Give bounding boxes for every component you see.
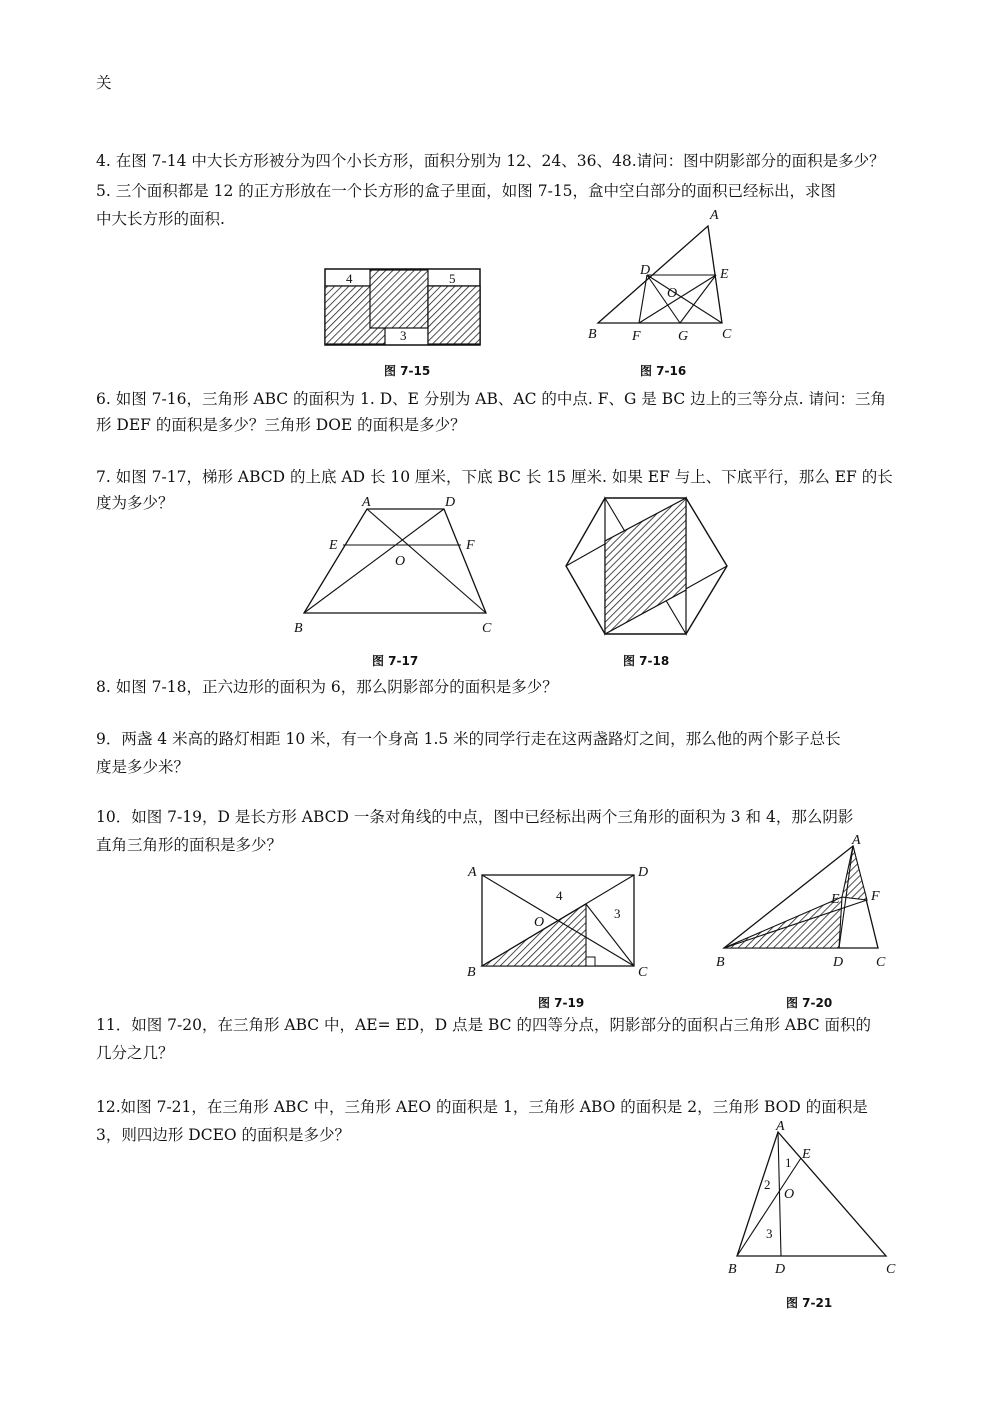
problem-4: 4. 在图 7-14 中大长方形被分为四个小长方形，面积分别为 12、24、36、48.请问：图中阴影部分的面积是多少？ (96, 152, 885, 170)
problem-11-line1: 11．如图 7-20，在三角形 ABC 中，AE= ED，D 点是 BC 的四等分点，阴影部分的面积占三角形 ABC 面积的 (96, 1016, 872, 1034)
fig15-label-4: 4 (346, 271, 353, 286)
fig21-label-E: E (802, 1147, 811, 1162)
fig17-label-A: A (362, 495, 371, 510)
fig19-label-4: 4 (556, 888, 563, 903)
figure-7-18 (563, 494, 733, 636)
fig16-label-F: F (632, 329, 641, 344)
problem-8: 8. 如图 7-18，正六边形的面积为 6，那么阴影部分的面积是多少？ (96, 678, 558, 696)
fig17-label-D: D (445, 495, 456, 510)
fig21-label-C: C (886, 1262, 896, 1277)
fig15-label-5: 5 (449, 271, 456, 286)
fig21-label-B: B (728, 1262, 737, 1277)
fig19-label-A: A (468, 865, 477, 880)
fig21-label-2: 2 (764, 1177, 771, 1192)
figure-7-21 (724, 1118, 904, 1288)
problem-10-line2: 直角三角形的面积是多少？ (96, 836, 283, 854)
fig16-label-E: E (720, 267, 729, 282)
problem-7-line1: 7. 如图 7-17，梯形 ABCD 的上底 AD 长 10 厘米，下底 BC 长 15 厘米. 如果 EF 与上、下底平行，那么 EF 的长 (96, 468, 893, 486)
problem-9-line2: 度是多少米？ (96, 758, 190, 776)
figure-7-15 (324, 268, 494, 348)
fig19-label-D: D (638, 865, 649, 880)
fig19-label-3: 3 (614, 906, 621, 921)
fig21-label-3: 3 (766, 1226, 773, 1241)
fig17-label-B: B (294, 621, 303, 636)
header-fragment: 关 (96, 74, 112, 92)
fig16-label-G: G (678, 329, 689, 344)
fig21-label-D: D (775, 1262, 786, 1277)
figure-7-18-caption: 图 7-18 (623, 654, 670, 668)
problem-10-line1: 10．如图 7-19，D 是长方形 ABCD 一条对角线的中点，图中已经标出两个三角形的面积为 3 和 4，那么阴影 (96, 808, 854, 826)
problem-6-line1: 6. 如图 7-16，三角形 ABC 的面积为 1. D、E 分别为 AB、AC 的中点. F、G 是 BC 边上的三等分点. 请问：三角 (96, 390, 887, 408)
figure-7-16 (588, 206, 738, 344)
fig20-label-E: E (831, 892, 840, 907)
fig19-label-B: B (467, 965, 476, 980)
problem-12-line1: 12.如图 7-21，在三角形 ABC 中，三角形 AEO 的面积是 1，三角形 ABO 的面积是 2，三角形 BOD 的面积是 (96, 1098, 868, 1116)
figure-7-15-caption: 图 7-15 (384, 364, 431, 378)
problem-5-line1: 5. 三个面积都是 12 的正方形放在一个长方形的盒子里面，如图 7-15，盒中空白部分的面积已经标出，求图 (96, 182, 837, 200)
problem-6-line2: 形 DEF 的面积是多少？三角形 DOE 的面积是多少？ (96, 416, 466, 434)
fig20-label-A: A (852, 833, 861, 848)
fig20-label-D: D (833, 955, 844, 970)
fig17-label-E: E (329, 538, 338, 553)
fig17-label-O: O (395, 554, 406, 569)
figure-7-19-caption: 图 7-19 (538, 996, 585, 1010)
fig20-label-F: F (871, 889, 880, 904)
fig16-label-O: O (667, 286, 678, 301)
fig16-label-A: A (710, 208, 719, 223)
fig17-label-C: C (482, 621, 492, 636)
fig16-label-B: B (588, 327, 597, 342)
fig16-label-C: C (722, 327, 732, 342)
fig17-label-F: F (466, 538, 475, 553)
fig19-label-O: O (534, 915, 545, 930)
problem-7-line2: 度为多少？ (96, 494, 174, 512)
fig20-label-C: C (876, 955, 886, 970)
figure-7-21-caption: 图 7-21 (786, 1296, 833, 1310)
figure-7-17 (292, 494, 502, 634)
figure-7-19 (466, 858, 666, 983)
fig21-label-A: A (776, 1119, 785, 1134)
figure-7-17-caption: 图 7-17 (372, 654, 419, 668)
fig16-label-D: D (640, 263, 651, 278)
figure-7-16-caption: 图 7-16 (640, 364, 687, 378)
problem-11-line2: 几分之几？ (96, 1044, 174, 1062)
fig15-label-3: 3 (400, 328, 407, 343)
fig19-label-C: C (638, 965, 648, 980)
fig21-label-1: 1 (785, 1155, 792, 1170)
figure-7-20 (712, 832, 902, 972)
figure-7-20-caption: 图 7-20 (786, 996, 833, 1010)
problem-9-line1: 9．两盏 4 米高的路灯相距 10 米，有一个身高 1.5 米的同学行走在这两盏路灯之间，那么他的两个影子总长 (96, 730, 841, 748)
problem-12-line2: 3，则四边形 DCEO 的面积是多少？ (96, 1126, 351, 1144)
fig21-label-O: O (784, 1187, 795, 1202)
fig20-label-B: B (716, 955, 725, 970)
problem-5-line2: 中大长方形的面积. (96, 210, 225, 228)
